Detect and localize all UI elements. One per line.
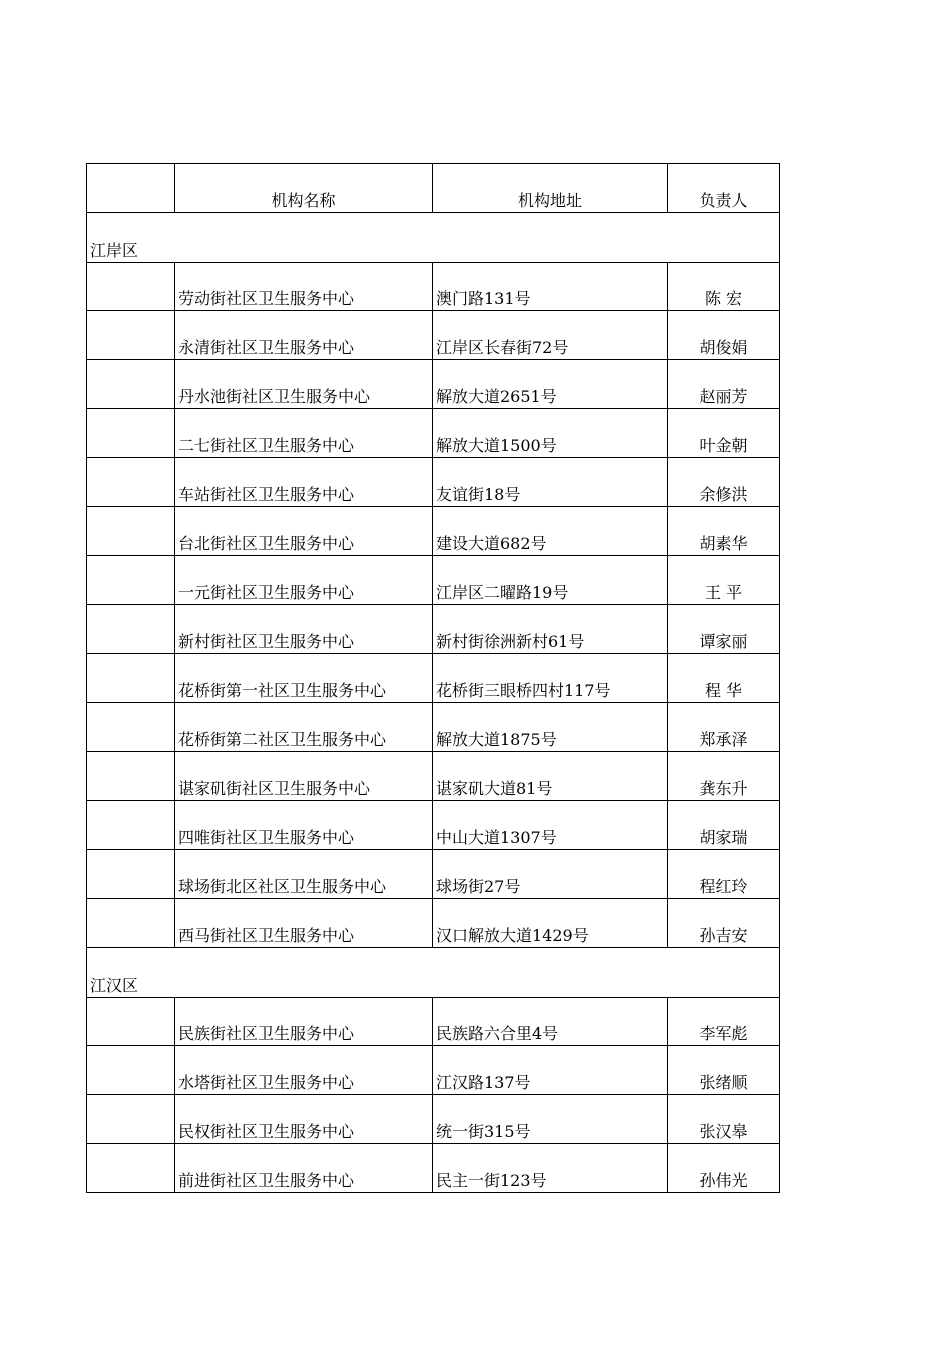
institution-address-cell: 澳门路131号: [432, 262, 667, 311]
person-in-charge-cell: 孙吉安: [667, 899, 780, 948]
district-row: [86, 213, 780, 262]
district-label: 江岸区: [86, 213, 780, 262]
institution-address-cell: 球场街27号: [432, 850, 667, 899]
row-blank-cell: [86, 409, 174, 458]
row-blank-cell: [86, 1144, 174, 1193]
table-row: [86, 752, 780, 801]
institution-name-cell: 谌家矶街社区卫生服务中心: [174, 752, 432, 801]
institution-address-cell: 友谊街18号: [432, 458, 667, 507]
header-name-cell: 机构名称: [174, 163, 432, 213]
row-blank-cell: [86, 556, 174, 605]
person-in-charge-cell: 孙伟光: [667, 1144, 780, 1193]
institution-address-cell: 花桥街三眼桥四村117号: [432, 654, 667, 703]
row-blank-cell: [86, 801, 174, 850]
table-row: [86, 703, 780, 752]
institution-table: [86, 163, 780, 1193]
header-address-cell: 机构地址: [432, 163, 667, 213]
person-in-charge-cell: 赵丽芳: [667, 360, 780, 409]
row-blank-cell: [86, 262, 174, 311]
row-blank-cell: [86, 997, 174, 1046]
person-in-charge-cell: 李军彪: [667, 997, 780, 1046]
person-in-charge-cell: 王 平: [667, 556, 780, 605]
table-row: [86, 1095, 780, 1144]
table-body: [86, 213, 780, 1193]
table-row: [86, 262, 780, 311]
person-in-charge-cell: 胡家瑞: [667, 801, 780, 850]
institution-name-cell: 二七街社区卫生服务中心: [174, 409, 432, 458]
table-row: [86, 1144, 780, 1193]
institution-name-cell: 丹水池街社区卫生服务中心: [174, 360, 432, 409]
table-row: [86, 801, 780, 850]
row-blank-cell: [86, 1095, 174, 1144]
table-row: [86, 997, 780, 1046]
district-label: 江汉区: [86, 948, 780, 997]
institution-name-cell: 花桥街第一社区卫生服务中心: [174, 654, 432, 703]
table-row: [86, 556, 780, 605]
header-person-cell: 负责人: [667, 163, 780, 213]
person-in-charge-cell: 郑承泽: [667, 703, 780, 752]
table-row: [86, 605, 780, 654]
institution-name-cell: 民族街社区卫生服务中心: [174, 997, 432, 1046]
table-row: [86, 654, 780, 703]
person-in-charge-cell: 胡俊娟: [667, 311, 780, 360]
institution-address-cell: 民族路六合里4号: [432, 997, 667, 1046]
person-in-charge-cell: 程红玲: [667, 850, 780, 899]
institution-address-cell: 解放大道1875号: [432, 703, 667, 752]
district-edge: [667, 948, 780, 997]
table-row: [86, 850, 780, 899]
row-blank-cell: [86, 458, 174, 507]
row-blank-cell: [86, 850, 174, 899]
row-blank-cell: [86, 752, 174, 801]
district-edge: [667, 213, 780, 262]
table-row: [86, 409, 780, 458]
institution-address-cell: 民主一街123号: [432, 1144, 667, 1193]
table-row: [86, 899, 780, 948]
institution-name-cell: 前进街社区卫生服务中心: [174, 1144, 432, 1193]
person-in-charge-cell: 程 华: [667, 654, 780, 703]
table-row: [86, 458, 780, 507]
institution-name-cell: 车站街社区卫生服务中心: [174, 458, 432, 507]
table-row: [86, 360, 780, 409]
institution-address-cell: 江岸区长春街72号: [432, 311, 667, 360]
institution-address-cell: 新村街徐洲新村61号: [432, 605, 667, 654]
institution-name-cell: 球场街北区社区卫生服务中心: [174, 850, 432, 899]
institution-name-cell: 劳动街社区卫生服务中心: [174, 262, 432, 311]
institution-name-cell: 新村街社区卫生服务中心: [174, 605, 432, 654]
institution-address-cell: 建设大道682号: [432, 507, 667, 556]
row-blank-cell: [86, 1046, 174, 1095]
institution-name-cell: 一元街社区卫生服务中心: [174, 556, 432, 605]
table-row: [86, 311, 780, 360]
institution-address-cell: 解放大道1500号: [432, 409, 667, 458]
institution-name-cell: 民权街社区卫生服务中心: [174, 1095, 432, 1144]
person-in-charge-cell: 龚东升: [667, 752, 780, 801]
person-in-charge-cell: 谭家丽: [667, 605, 780, 654]
institution-name-cell: 四唯街社区卫生服务中心: [174, 801, 432, 850]
institution-address-cell: 中山大道1307号: [432, 801, 667, 850]
institution-address-cell: 江岸区二曜路19号: [432, 556, 667, 605]
institution-name-cell: 花桥街第二社区卫生服务中心: [174, 703, 432, 752]
row-blank-cell: [86, 507, 174, 556]
row-blank-cell: [86, 605, 174, 654]
row-blank-cell: [86, 654, 174, 703]
institution-address-cell: 江汉路137号: [432, 1046, 667, 1095]
institution-address-cell: 统一街315号: [432, 1095, 667, 1144]
row-blank-cell: [86, 311, 174, 360]
institution-name-cell: 水塔街社区卫生服务中心: [174, 1046, 432, 1095]
row-blank-cell: [86, 360, 174, 409]
institution-name-cell: 西马街社区卫生服务中心: [174, 899, 432, 948]
header-blank-cell: [86, 163, 174, 213]
person-in-charge-cell: 陈 宏: [667, 262, 780, 311]
table-row: [86, 1046, 780, 1095]
institution-name-cell: 永清街社区卫生服务中心: [174, 311, 432, 360]
person-in-charge-cell: 叶金朝: [667, 409, 780, 458]
person-in-charge-cell: 张汉皋: [667, 1095, 780, 1144]
person-in-charge-cell: 余修洪: [667, 458, 780, 507]
row-blank-cell: [86, 703, 174, 752]
district-row: [86, 948, 780, 997]
person-in-charge-cell: 张绪顺: [667, 1046, 780, 1095]
institution-address-cell: 汉口解放大道1429号: [432, 899, 667, 948]
institution-name-cell: 台北街社区卫生服务中心: [174, 507, 432, 556]
row-blank-cell: [86, 899, 174, 948]
institution-address-cell: 解放大道2651号: [432, 360, 667, 409]
table-row: [86, 507, 780, 556]
person-in-charge-cell: 胡素华: [667, 507, 780, 556]
table-header-row: [86, 163, 780, 213]
institution-address-cell: 谌家矶大道81号: [432, 752, 667, 801]
